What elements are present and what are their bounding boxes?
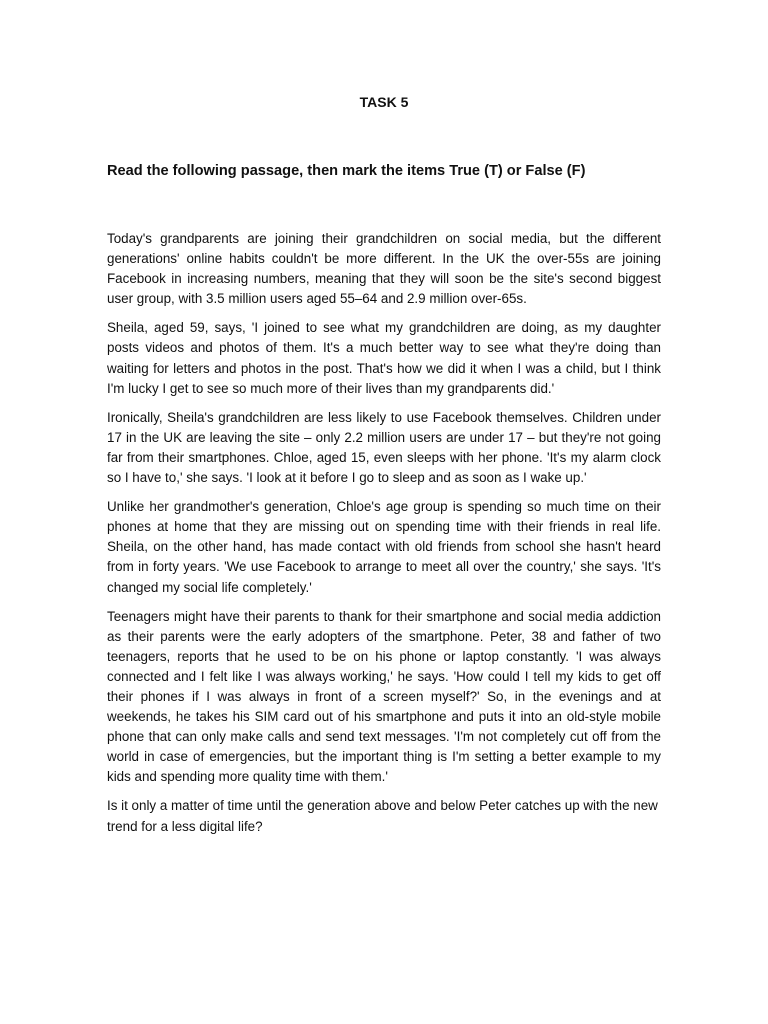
passage-paragraph: Sheila, aged 59, says, 'I joined to see what my grandchildren are doing, as my daughter posts videos and photos of them. It's a much better way to see what they're doing than waiting for letters and photos in the post. That's how we did it when I was a child, but I think I'm lucky I get to see so much more of their lives than my grandparents did.' [107,320,661,396]
instruction-heading: Read the following passage, then mark the items True (T) or False (F) [107,163,586,179]
passage-paragraph: Teenagers might have their parents to thank for their smartphone and social media addiction as their parents were the early adopters of the smartphone. Peter, 38 and father of two teenagers, reports that he used to be on his phone or laptop constantly. 'I was always connected and I felt like I was always working,' he says. 'How could I tell my kids to get off their phones if I was always in front of a screen myself?' So, in the evenings and at weekends, he takes his SIM card out of his smartphone and puts it into an old-style mobile phone that can only make calls and send text messages. 'I'm not completely cut off from the world in case of emergencies, but the important thing is I'm setting a better example to my kids and spending more quality time with them.' [107,608,661,785]
passage-paragraph: Today's grandparents are joining their grandchildren on social media, but the different generations' online habits couldn't be more different. In the UK the over-55s are joining Facebook in increasing numbers, meaning that they will soon be the site's second biggest user group, with 3.5 million users aged 55–64 and 2.9 million over-65s. [107,231,661,307]
reading-passage [107,229,661,846]
passage-paragraph: Is it only a matter of time until the generation above and below Peter catches up with the new trend for a less digital life? [107,798,658,834]
passage-paragraph: Ironically, Sheila's grandchildren are less likely to use Facebook themselves. Children under 17 in the UK are leaving the site – only 2.2 million users are under 17 – but they're not going far from their smartphones. Chloe, aged 15, even sleeps with her phone. 'It's my alarm clock so I have to,' she says. 'I look at it before I go to sleep and as soon as I wake up.' [107,409,661,486]
passage-paragraph: Unlike her grandmother's generation, Chloe's age group is spending so much time on their phones at home that they are missing out on spending time with their friends in real life. Sheila, on the other hand, has made contact with old friends from school she hasn't heard from in forty years. 'We use Facebook to arrange to meet all over the country,' she says. 'It's changed my social life completely.' [107,499,661,595]
task-title: TASK 5 [359,94,409,110]
